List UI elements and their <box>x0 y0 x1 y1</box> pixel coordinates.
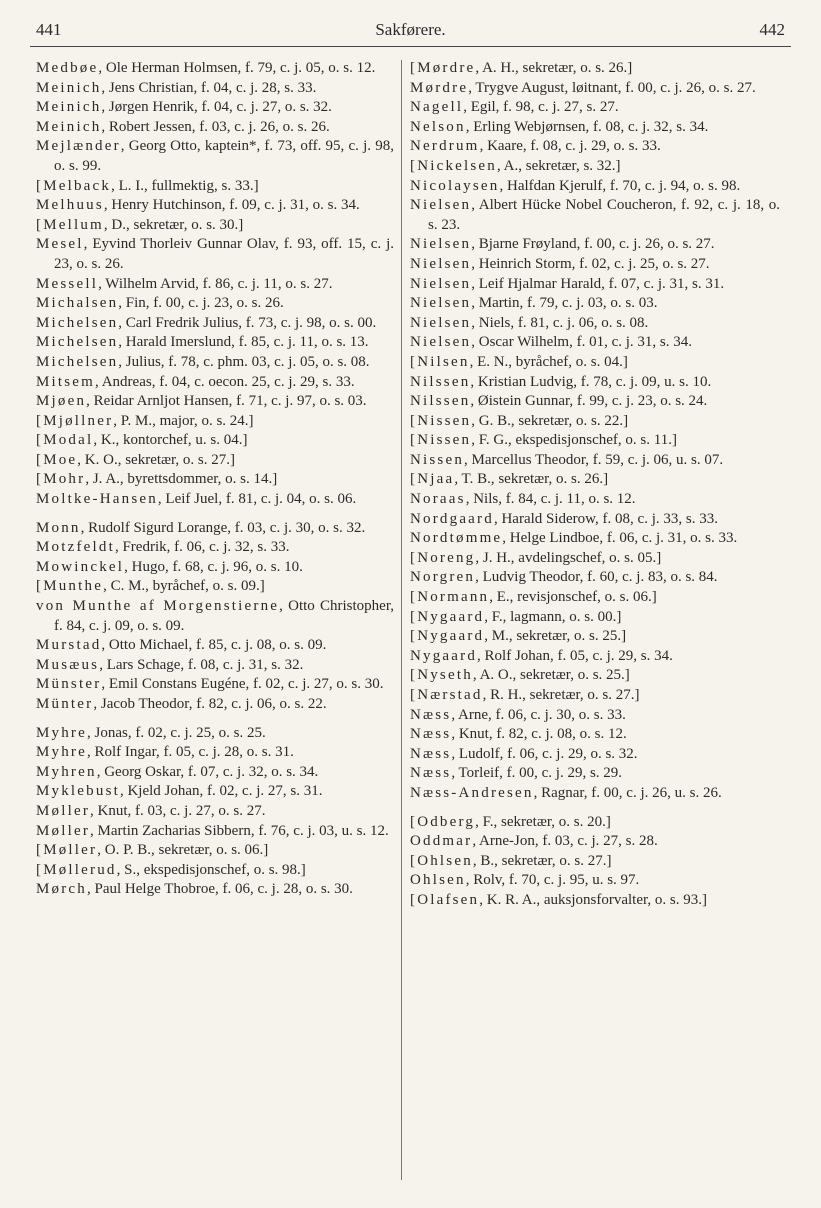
entry-surname: Nielsen <box>410 197 472 214</box>
entry-details: , T. B., sekretær, o. s. 26.] <box>454 471 609 488</box>
entry-surname: [Nissen <box>410 412 472 429</box>
entry-details: , G. B., sekretær, o. s. 22.] <box>471 412 629 429</box>
entry-details: , Ludolf, f. 06, c. j. 29, o. s. 32. <box>451 745 638 762</box>
entry-surname: Messell <box>36 275 99 292</box>
right-page-number: 442 <box>759 20 785 39</box>
entry-surname: Møller <box>36 822 91 839</box>
entry-surname: [Nissen <box>410 432 472 449</box>
directory-entry <box>36 743 394 763</box>
entry-details: , Kaare, f. 08, c. j. 29, o. s. 33. <box>479 138 661 155</box>
directory-entry <box>36 451 394 471</box>
directory-entry <box>410 627 780 647</box>
directory-entry <box>36 695 394 715</box>
directory-entry <box>36 763 394 783</box>
entry-details: , S., ekspedisjonschef, o. s. 98.] <box>116 861 306 878</box>
entry-details: , Halfdan Kjerulf, f. 70, c. j. 94, o. s. 98. <box>499 177 741 194</box>
entry-surname: Nielsen <box>410 334 472 351</box>
entry-surname: Nilssen <box>410 393 471 410</box>
directory-entry <box>410 745 780 765</box>
directory-entry <box>36 724 394 744</box>
section-gap <box>36 715 394 724</box>
entry-surname: [Noreng <box>410 549 476 566</box>
entry-details: , Rolf Johan, f. 05, c. j. 29, s. 34. <box>477 647 673 664</box>
entry-details: , A. H., sekretær, o. s. 26.] <box>475 60 633 76</box>
entry-details: , Eyvind Thorleiv Gunnar Olav, f. 93, off. 15, c. j. 23, o. s. 26. <box>54 236 394 272</box>
entry-details: , Kjeld Johan, f. 02, c. j. 27, s. 31. <box>119 783 323 800</box>
entry-details: , Heinrich Storm, f. 02, c. j. 25, o. s. 27. <box>471 255 710 272</box>
entry-surname: Nielsen <box>410 255 472 272</box>
entry-surname: von Munthe af Morgenstierne <box>36 598 280 615</box>
entry-surname: Mørdre <box>410 79 469 96</box>
directory-entry <box>36 216 394 236</box>
entry-surname: Næss <box>410 745 452 762</box>
entry-surname: Nilssen <box>410 373 471 390</box>
entry-surname: [Munthe <box>36 578 104 595</box>
entry-surname: Moltke-Hansen <box>36 491 158 508</box>
entry-details: , Hugo, f. 68, c. j. 96, o. s. 10. <box>124 558 303 575</box>
entry-surname: Nagell <box>410 99 464 116</box>
entry-surname: Michelsen <box>36 334 119 351</box>
entry-surname: [Moe <box>36 451 78 468</box>
directory-entry <box>410 470 780 490</box>
page-title: Sakførere. <box>375 20 446 39</box>
directory-entry <box>36 577 394 597</box>
directory-entry <box>36 392 394 412</box>
directory-entry <box>410 549 780 569</box>
entry-surname: Nelson <box>410 118 466 135</box>
directory-entry <box>36 675 394 695</box>
entry-details: , Arne, f. 06, c. j. 30, o. s. 33. <box>451 706 626 723</box>
directory-entry <box>36 353 394 373</box>
directory-entry <box>36 412 394 432</box>
entry-surname: Nerdrum <box>410 138 480 155</box>
directory-entry <box>36 470 394 490</box>
entry-details: , Robert Jessen, f. 03, c. j. 26, o. s. 26. <box>101 118 330 135</box>
entry-details: , D., sekretær, o. s. 30.] <box>103 216 244 233</box>
directory-entry <box>410 294 780 314</box>
directory-entry <box>410 852 780 872</box>
directory-entry <box>36 314 394 334</box>
directory-entry <box>36 177 394 197</box>
entry-surname: Mørch <box>36 881 87 898</box>
directory-entry <box>410 275 780 295</box>
entry-surname: Michalsen <box>36 295 119 312</box>
entry-details: , Bjarne Frøyland, f. 00, c. j. 26, o. s. 27. <box>471 236 715 253</box>
directory-entry <box>410 98 780 118</box>
right-column <box>410 59 780 911</box>
column-divider <box>401 60 402 1180</box>
section-gap <box>410 804 780 813</box>
entry-details: , Carl Fredrik Julius, f. 73, c. j. 98, o. s. 00. <box>118 314 377 331</box>
directory-entry <box>410 412 780 432</box>
entry-details: , Ludvig Theodor, f. 60, c. j. 83, o. s. 84. <box>475 569 718 586</box>
entry-details: , Andreas, f. 04, c. oecon. 25, c. j. 29, s. 33. <box>95 373 355 390</box>
entry-surname: [Mørdre <box>410 60 476 76</box>
directory-entry <box>410 666 780 686</box>
entry-surname: Myhre <box>36 744 87 761</box>
entry-surname: Næss-Andresen <box>410 784 534 801</box>
entry-details: , Ragnar, f. 00, c. j. 26, u. s. 26. <box>533 784 722 801</box>
entry-details: , B., sekretær, o. s. 27.] <box>472 852 612 869</box>
directory-entry <box>410 157 780 177</box>
directory-entry <box>36 59 394 79</box>
directory-entry <box>36 558 394 578</box>
directory-entry <box>410 706 780 726</box>
entry-surname: Myhre <box>36 724 87 741</box>
entry-details: , Fin, f. 00, c. j. 23, o. s. 26. <box>118 295 284 312</box>
directory-entry <box>410 79 780 99</box>
directory-entry <box>36 841 394 861</box>
entry-surname: [Nickelsen <box>410 157 497 174</box>
entry-surname: Mesel <box>36 236 84 253</box>
directory-entry <box>410 137 780 157</box>
entry-details: , Egil, f. 98, c. j. 27, s. 27. <box>463 99 619 116</box>
entry-details: , Georg Otto, kaptein*, f. 73, off. 95, c. j. 98, o. s. 99. <box>54 138 394 174</box>
entry-details: , Julius, f. 78, c. phm. 03, c. j. 05, o. s. 08. <box>118 353 370 370</box>
entry-details: , Kristian Ludvig, f. 78, c. j. 09, u. s. 10. <box>470 373 712 390</box>
directory-entry <box>36 98 394 118</box>
entry-details: , Paul Helge Thobroe, f. 06, c. j. 28, o. s. 30. <box>87 881 353 898</box>
entry-details: , Albert Hücke Nobel Coucheron, f. 92, c. j. 18, o. s. 23. <box>428 197 780 233</box>
entry-surname: Nielsen <box>410 236 472 253</box>
entry-details: , Harald Imerslund, f. 85, c. j. 11, o. s. 13. <box>118 334 369 351</box>
entry-details: , R. H., sekretær, o. s. 27.] <box>482 687 640 703</box>
directory-entry <box>410 529 780 549</box>
entry-details: , Leif Hjalmar Harald, f. 07, c. j. 31, s. 31. <box>471 275 725 292</box>
directory-entry <box>410 333 780 353</box>
directory-entry <box>410 608 780 628</box>
entry-surname: [Odberg <box>410 813 476 830</box>
entry-details: , Arne-Jon, f. 03, c. j. 27, s. 28. <box>472 833 658 850</box>
directory-entry <box>36 118 394 138</box>
entry-surname: Michelsen <box>36 353 119 370</box>
entry-surname: [Olafsen <box>410 891 480 908</box>
entry-surname: Myklebust <box>36 783 120 800</box>
entry-surname: Næss <box>410 706 452 723</box>
directory-entry <box>410 196 780 235</box>
directory-entry <box>410 871 780 891</box>
directory-entry <box>410 314 780 334</box>
directory-entry <box>410 392 780 412</box>
entry-details: , Torleif, f. 00, c. j. 29, s. 29. <box>451 765 623 782</box>
directory-entry <box>36 519 394 539</box>
entry-surname: Møller <box>36 802 91 819</box>
directory-entry <box>410 686 780 706</box>
directory-entry <box>36 235 394 274</box>
entry-surname: Mowinckel <box>36 558 125 575</box>
directory-entry <box>410 373 780 393</box>
left-page-number: 441 <box>36 20 62 39</box>
directory-entry <box>410 764 780 784</box>
entry-details: , Lars Schage, f. 08, c. j. 31, s. 32. <box>99 656 304 673</box>
entry-details: , Jonas, f. 02, c. j. 25, o. s. 25. <box>87 724 266 741</box>
entry-surname: Noraas <box>410 491 466 508</box>
directory-entry <box>36 196 394 216</box>
entry-surname: Michelsen <box>36 314 119 331</box>
entry-surname: Mejlænder <box>36 138 121 155</box>
entry-details: , F., sekretær, o. s. 20.] <box>475 813 611 830</box>
entry-details: , Rolv, f. 70, c. j. 95, u. s. 97. <box>465 872 640 889</box>
directory-entry <box>410 647 780 667</box>
entry-surname: Münster <box>36 676 102 693</box>
entry-details: , K. O., sekretær, o. s. 27.] <box>77 451 236 468</box>
entry-surname: Musæus <box>36 656 100 673</box>
entry-surname: [Mohr <box>36 471 86 488</box>
directory-entry <box>36 137 394 176</box>
entry-surname: [Ohlsen <box>410 852 473 869</box>
entry-details: , J. H., avdelingschef, o. s. 05.] <box>475 549 662 566</box>
directory-entry <box>36 597 394 636</box>
entry-details: , Henry Hutchinson, f. 09, c. j. 31, o. s. 34. <box>103 197 360 214</box>
directory-entry <box>410 725 780 745</box>
directory-entry <box>36 294 394 314</box>
entry-details: , Nils, f. 84, c. j. 11, o. s. 12. <box>465 491 636 508</box>
entry-surname: [Mellum <box>36 216 104 233</box>
entry-surname: Motzfeldt <box>36 539 115 556</box>
entry-surname: Medbøe <box>36 60 99 76</box>
directory-entry <box>410 588 780 608</box>
entry-surname: Nielsen <box>410 314 472 331</box>
entry-surname: Meinich <box>36 79 102 96</box>
header-rule <box>30 46 791 47</box>
entry-surname: Oddmar <box>410 833 473 850</box>
directory-entry <box>36 79 394 99</box>
entry-details: , K., kontorchef, u. s. 04.] <box>93 432 248 449</box>
directory-entry <box>410 59 780 79</box>
entry-details: , Oscar Wilhelm, f. 01, c. j. 31, s. 34. <box>471 334 692 351</box>
entry-details: , M., sekretær, o. s. 25.] <box>484 628 627 645</box>
entry-details: , Otto Michael, f. 85, c. j. 08, o. s. 09. <box>101 637 327 654</box>
entry-details: , Martin, f. 79, c. j. 03, o. s. 03. <box>471 295 658 312</box>
entry-surname: Næss <box>410 726 452 743</box>
entry-details: , Helge Lindboe, f. 06, c. j. 31, o. s. 33. <box>502 530 738 547</box>
directory-entry <box>410 353 780 373</box>
entry-surname: [Møllerud <box>36 861 117 878</box>
directory-entry <box>36 656 394 676</box>
entry-details: , P. M., major, o. s. 24.] <box>113 412 254 429</box>
entry-surname: [Nilsen <box>410 353 470 370</box>
directory-entry <box>410 118 780 138</box>
directory-entry <box>36 373 394 393</box>
entry-details: , L. I., fullmektig, s. 33.] <box>111 177 259 194</box>
entry-details: , Trygve August, løitnant, f. 00, c. j. 26, o. s. 27. <box>468 79 756 96</box>
directory-entry <box>410 431 780 451</box>
section-gap <box>36 510 394 519</box>
entry-surname: Münter <box>36 696 94 712</box>
directory-entry <box>36 802 394 822</box>
entry-surname: [Melback <box>36 177 112 194</box>
entry-details: , K. R. A., auksjonsforvalter, o. s. 93.] <box>479 891 707 908</box>
directory-entry <box>410 235 780 255</box>
entry-surname: [Mjøllner <box>36 412 114 429</box>
entry-details: , Georg Oskar, f. 07, c. j. 32, o. s. 34. <box>96 763 319 780</box>
directory-entry <box>410 510 780 530</box>
entry-details: , J. A., byrettsdommer, o. s. 14.] <box>85 471 278 488</box>
entry-surname: Nielsen <box>410 295 472 312</box>
directory-entry <box>36 636 394 656</box>
directory-entry <box>36 333 394 353</box>
entry-surname: [Modal <box>36 432 94 449</box>
entry-surname: Meinich <box>36 118 102 135</box>
entry-details: , Rolf Ingar, f. 05, c. j. 28, o. s. 31. <box>87 744 294 761</box>
entry-surname: Melhuus <box>36 197 104 214</box>
directory-entry <box>410 832 780 852</box>
entry-surname: Næss <box>410 765 452 782</box>
directory-entry <box>36 782 394 802</box>
entry-details: , F., lagmann, o. s. 00.] <box>484 608 622 625</box>
entry-surname: Norgren <box>410 569 476 586</box>
entry-details: , C. M., byråchef, o. s. 09.] <box>103 578 265 595</box>
directory-entry <box>36 822 394 842</box>
entry-surname: Nielsen <box>410 275 472 292</box>
entry-details: , Knut, f. 82, c. j. 08, o. s. 12. <box>451 726 627 743</box>
entry-details: , E., revisjonschef, o. s. 06.] <box>489 589 657 606</box>
directory-entry <box>410 891 780 911</box>
entry-details: , Fredrik, f. 06, c. j. 32, s. 33. <box>114 539 290 556</box>
entry-surname: Nygaard <box>410 647 478 664</box>
entry-surname: Meinich <box>36 99 102 116</box>
directory-entry <box>36 431 394 451</box>
entry-surname: [Møller <box>36 842 98 859</box>
entry-details: , Wilhelm Arvid, f. 86, c. j. 11, o. s. 27. <box>98 275 333 292</box>
entry-surname: [Normann <box>410 589 490 606</box>
entry-surname: [Nygaard <box>410 608 485 625</box>
entry-details: , Martin Zacharias Sibbern, f. 76, c. j. 03, u. s. 12. <box>90 822 389 839</box>
entry-surname: Mjøen <box>36 393 87 410</box>
entry-details: , Jacob Theodor, f. 82, c. j. 06, o. s. 22. <box>93 696 327 712</box>
directory-entry <box>36 490 394 510</box>
directory-entry <box>36 538 394 558</box>
entry-details: , A. O., sekretær, o. s. 25.] <box>472 667 630 684</box>
entry-details: , Marcellus Theodor, f. 59, c. j. 06, u. s. 07. <box>464 451 724 468</box>
entry-details: , Jørgen Henrik, f. 04, c. j. 27, o. s. 32. <box>101 99 332 116</box>
left-column <box>36 59 394 900</box>
directory-entry <box>410 813 780 833</box>
page-header <box>36 18 785 44</box>
entry-details: , Emil Constans Eugéne, f. 02, c. j. 27, o. s. 30. <box>101 676 384 693</box>
entry-details: , Otto Christopher, f. 84, c. j. 09, o. s. 09. <box>54 598 394 634</box>
entry-details: , Niels, f. 81, c. j. 06, o. s. 08. <box>471 314 649 331</box>
entry-details: , Erling Webjørnsen, f. 08, c. j. 32, s. 34. <box>465 118 709 135</box>
directory-entry <box>36 275 394 295</box>
entry-surname: [Njaa <box>410 471 455 488</box>
directory-entry <box>410 451 780 471</box>
entry-details: , Reidar Arnljot Hansen, f. 71, c. j. 97, o. s. 03. <box>86 393 367 410</box>
directory-entry <box>410 255 780 275</box>
entry-surname: [Nyseth <box>410 667 473 684</box>
entry-details: , Harald Siderow, f. 08, c. j. 33, s. 33. <box>493 510 718 527</box>
directory-entry <box>36 861 394 881</box>
entry-surname: [Nærstad <box>410 687 483 703</box>
entry-details: , Jens Christian, f. 04, c. j. 28, s. 33. <box>101 79 317 96</box>
entry-details: , Ole Herman Holmsen, f. 79, c. j. 05, o. s. 12. <box>98 60 376 76</box>
entry-details: , F. G., ekspedisjonschef, o. s. 11.] <box>471 432 677 449</box>
entry-details: , Øistein Gunnar, f. 99, c. j. 23, o. s. 24. <box>470 393 708 410</box>
entry-details: , E. N., byråchef, o. s. 04.] <box>469 353 628 370</box>
directory-entry <box>410 490 780 510</box>
directory-entry <box>410 177 780 197</box>
entry-details: , Leif Juel, f. 81, c. j. 04, o. s. 06. <box>157 491 357 508</box>
directory-entry <box>36 880 394 900</box>
entry-surname: Monn <box>36 519 81 536</box>
directory-entry <box>410 784 780 804</box>
entry-surname: Nordtømme <box>410 530 503 547</box>
entry-surname: Nicolaysen <box>410 177 500 194</box>
entry-surname: Myhren <box>36 763 97 780</box>
entry-details: , O. P. B., sekretær, o. s. 06.] <box>97 842 269 859</box>
entry-surname: Ohlsen <box>410 872 466 889</box>
entry-surname: Mitsem <box>36 373 96 390</box>
entry-surname: Murstad <box>36 637 102 654</box>
directory-entry <box>410 568 780 588</box>
entry-details: , A., sekretær, s. 32.] <box>496 157 621 174</box>
entry-details: , Rudolf Sigurd Lorange, f. 03, c. j. 30, o. s. 32. <box>80 519 366 536</box>
entry-details: , Knut, f. 03, c. j. 27, o. s. 27. <box>90 802 266 819</box>
entry-surname: Nordgaard <box>410 510 494 527</box>
entry-surname: Nissen <box>410 451 465 468</box>
entry-surname: [Nygaard <box>410 628 485 645</box>
